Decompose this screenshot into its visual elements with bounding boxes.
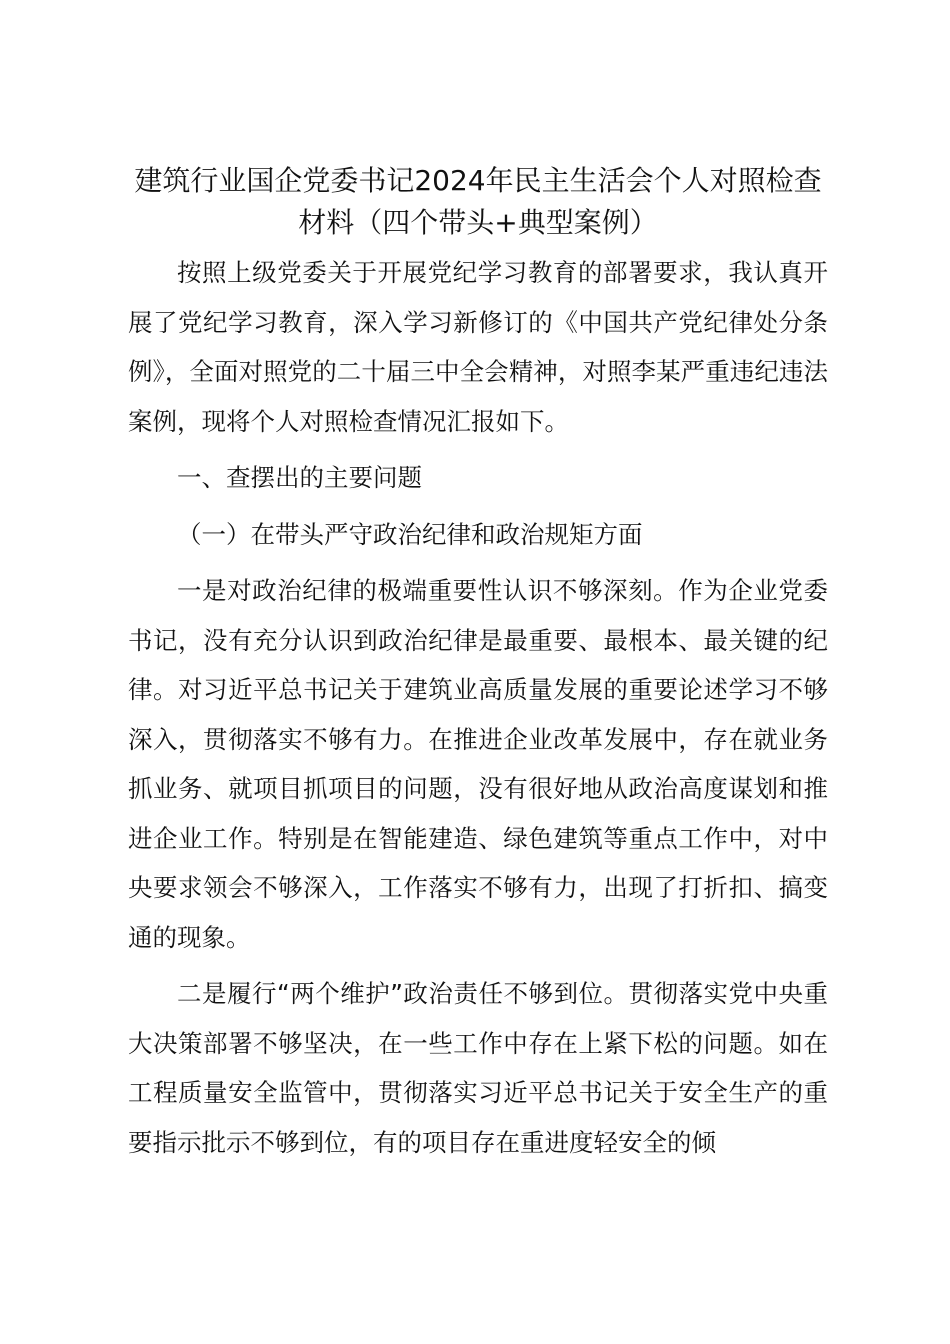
point-one-paragraph: 一是对政治纪律的极端重要性认识不够深刻。作为企业党委书记，没有充分认识到政治纪律是最重要、最根本、最关键的纪律。对习近平总书记关于建筑业高质量发展的重要论述学习不够深入，贯彻落实不够有力。在推进企业改革发展中，存在就业务抓业务、就项目抓项目的问题，没有很好地从政治高度谋划和推进企业工作。特别是在智能建造、绿色建筑等重点工作中，对中央要求领会不够深入，工作落实不够有力，出现了打折扣、搞变通的现象。 <box>128 576 828 952</box>
section-heading: 一、查摆出的主要问题 <box>177 463 422 492</box>
document-body <box>128 248 828 1167</box>
spacer <box>128 446 828 453</box>
subsection-heading: （一）在带头严守政治纪律和政治规矩方面 <box>177 519 643 549</box>
spacer <box>128 962 828 969</box>
document-content <box>128 160 828 1167</box>
point-two-paragraph: 二是履行“两个维护”政治责任不够到位。贯彻落实党中央重大决策部署不够坚决，在一些工作中存在上紧下松的问题。如在工程质量安全监管中，贯彻落实习近平总书记关于安全生产的重要指示批示不够到位，有的项目存在重进度轻安全的倾 <box>128 979 828 1157</box>
intro-paragraph: 按照上级党委关于开展党纪学习教育的部署要求，我认真开展了党纪学习教育，深入学习新修订的《中国共产党纪律处分条例》，全面对照党的二十届三中全会精神，对照李某严重违纪违法案例，现将个人对照检查情况汇报如下。 <box>128 258 828 436</box>
document-title: 建筑行业国企党委书记2024年民主生活会个人对照检查材料（四个带头+典型案例） <box>134 164 822 239</box>
spacer <box>128 559 828 566</box>
spacer <box>128 503 828 510</box>
